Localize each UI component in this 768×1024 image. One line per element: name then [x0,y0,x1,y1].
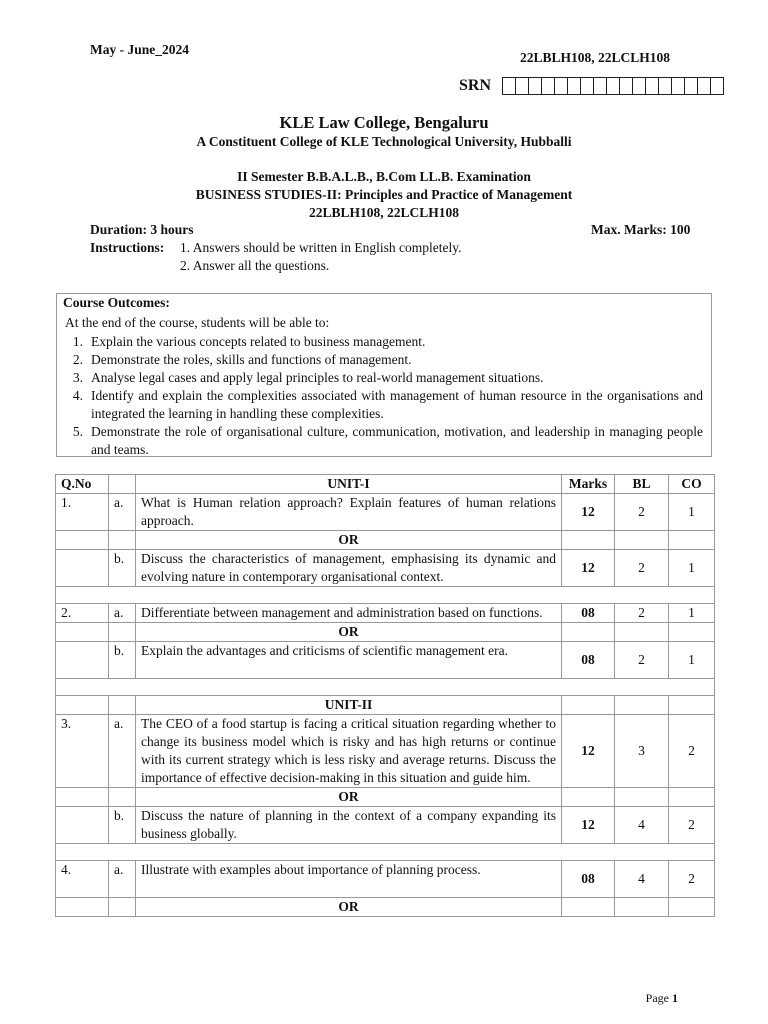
spacer-row [56,844,715,861]
question-text: Discuss the nature of planning in the context of a company expanding its business globally. [136,807,562,844]
exam-name: II Semester B.B.A.L.B., B.Com LL.B. Examination [237,169,531,184]
question-marks: 08 [562,642,615,679]
srn-digit-box[interactable] [581,78,594,94]
table-row [56,604,715,623]
instruction-2: 2. Answer all the questions. [180,258,330,273]
table-row [56,494,715,531]
spacer-row [56,587,715,604]
course-outcomes-box [56,293,712,457]
header-qno: Q.No [56,475,109,494]
question-marks: 12 [562,715,615,788]
question-co: 1 [669,494,715,531]
srn-digit-box[interactable] [633,78,646,94]
outcome-number: 3. [72,370,83,385]
instructions-label: Instructions: [90,240,165,255]
question-text: The CEO of a food startup is facing a critical situation regarding whether to change its business model which is risky and has high returns or continue with its current strategy which is less risky and average returns. Discuss the importance of effective decision-making in this situation and guide him. [136,715,562,788]
srn-digit-box[interactable] [542,78,555,94]
unit-2-label: UNIT-II [136,696,562,715]
question-number: 2. [56,604,109,623]
duration: Duration: 3 hours [90,222,194,237]
question-number: 4. [56,861,109,898]
question-part: a. [109,861,136,898]
srn-digit-box[interactable] [685,78,698,94]
unit-2-header-row [56,696,715,715]
outcome-text: Analyse legal cases and apply legal principles to real-world management situations. [91,370,544,385]
question-text: Differentiate between management and administration based on functions. [136,604,562,623]
header-marks: Marks [562,475,615,494]
question-part: a. [109,494,136,531]
or-row [56,898,715,917]
or-label: OR [136,531,562,550]
question-marks: 08 [562,604,615,623]
srn-digit-box[interactable] [594,78,607,94]
college-name: KLE Law College, Bengaluru [279,113,489,132]
outcome-number: 4. [72,388,83,403]
question-bl: 4 [615,861,669,898]
question-co: 2 [669,715,715,788]
or-row [56,623,715,642]
question-bl: 2 [615,494,669,531]
or-label: OR [136,623,562,642]
srn-digit-box[interactable] [620,78,633,94]
question-co: 1 [669,550,715,587]
course-outcome-item [57,423,711,459]
course-outcome-item [57,351,711,369]
table-row [56,807,715,844]
question-text: Illustrate with examples about importance of planning process. [136,861,562,898]
question-marks: 08 [562,861,615,898]
course-outcomes-list [57,333,711,459]
outcome-text: Identify and explain the complexities associated with management of human resource in the organisations and integrated the learning in handling these complexities. [91,388,703,421]
srn-digit-box[interactable] [711,78,723,94]
or-row [56,788,715,807]
srn-digit-box[interactable] [698,78,711,94]
subject-title: BUSINESS STUDIES-II: Principles and Practice of Management [195,187,573,202]
table-row [56,715,715,788]
question-text: What is Human relation approach? Explain features of human relations approach. [136,494,562,531]
outcome-number: 5. [72,424,83,439]
question-part: a. [109,604,136,623]
question-part: a. [109,715,136,788]
outcome-number: 1. [72,334,83,349]
question-number: 3. [56,715,109,788]
outcome-text: Demonstrate the roles, skills and functions of management. [91,352,412,367]
question-co: 2 [669,807,715,844]
question-marks: 12 [562,550,615,587]
table-row [56,642,715,679]
header-unit-1: UNIT-I [136,475,562,494]
outcome-number: 2. [72,352,83,367]
spacer-row [56,679,715,696]
question-bl: 2 [615,550,669,587]
srn-digit-box[interactable] [516,78,529,94]
course-codes-top: 22LBLH108, 22LCLH108 [520,50,671,65]
question-text: Explain the advantages and criticisms of scientific management era. [136,642,562,679]
subject-codes: 22LBLH108, 22LCLH108 [308,205,460,220]
question-part: b. [109,807,136,844]
question-bl: 2 [615,642,669,679]
table-header-row [56,475,715,494]
outcome-text: Demonstrate the role of organisational culture, communication, motivation, and leadership in managing people and teams. [91,424,703,457]
question-number: 1. [56,494,109,531]
srn-digit-box[interactable] [503,78,516,94]
table-row [56,550,715,587]
or-label: OR [136,788,562,807]
question-co: 1 [669,642,715,679]
header-bl: BL [615,475,669,494]
question-part: b. [109,642,136,679]
question-table [55,474,715,917]
table-row [56,861,715,898]
question-marks: 12 [562,494,615,531]
exam-session: May - June_2024 [90,42,189,57]
srn-digit-box[interactable] [672,78,685,94]
page-footer [646,991,678,1006]
question-part: b. [109,550,136,587]
question-bl: 4 [615,807,669,844]
question-text: Discuss the characteristics of management, emphasising its dynamic and evolving nature in contemporary organisational context. [136,550,562,587]
question-marks: 12 [562,807,615,844]
srn-digit-box[interactable] [646,78,659,94]
srn-label: SRN [459,77,492,94]
srn-digit-box[interactable] [659,78,672,94]
page-number: 1 [672,991,678,1005]
course-outcome-item [57,333,711,351]
srn-digit-box[interactable] [607,78,620,94]
question-bl: 3 [615,715,669,788]
srn-boxes[interactable] [502,77,724,95]
course-outcome-item [57,369,711,387]
question-bl: 2 [615,604,669,623]
or-label: OR [136,898,562,917]
srn-digit-box[interactable] [568,78,581,94]
outcome-text: Explain the various concepts related to business management. [91,334,426,349]
max-marks: Max. Marks: 100 [591,222,691,237]
course-outcome-item [57,387,711,423]
instruction-1: 1. Answers should be written in English completely. [180,240,462,255]
srn-digit-box[interactable] [529,78,542,94]
college-affiliation: A Constituent College of KLE Technological University, Hubballi [196,134,572,149]
header-blank [109,475,136,494]
question-co: 1 [669,604,715,623]
or-row [56,531,715,550]
srn-digit-box[interactable] [555,78,568,94]
question-co: 2 [669,861,715,898]
course-outcomes-title: Course Outcomes: [63,295,170,310]
course-outcomes-intro: At the end of the course, students will be able to: [65,315,330,330]
page-label: Page [645,991,669,1005]
header-co: CO [669,475,715,494]
